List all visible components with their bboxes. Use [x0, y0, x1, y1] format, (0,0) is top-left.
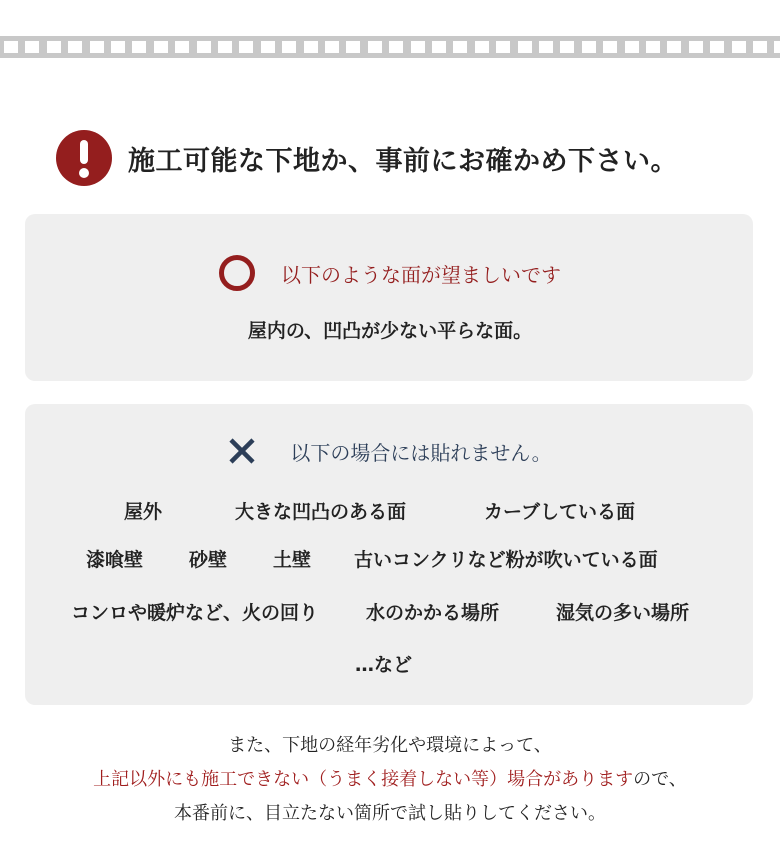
recommended-label: 以下のような面が望ましいです	[281, 262, 561, 287]
list-item: 水のかかる場所	[366, 602, 500, 624]
film-hole	[774, 41, 780, 53]
film-hole	[560, 41, 574, 53]
film-hole	[411, 41, 425, 53]
note-line-warning	[0, 765, 780, 791]
film-hole	[175, 41, 189, 53]
note-warning-text: 上記以外にも施工できない（うまく接着しない等）場合があります	[93, 769, 634, 790]
film-hole	[197, 41, 211, 53]
list-item: 土壁	[273, 549, 312, 571]
film-hole	[282, 41, 296, 53]
film-hole	[68, 41, 82, 53]
film-hole	[239, 41, 253, 53]
list-item: 屋外	[124, 501, 163, 523]
film-hole	[304, 41, 318, 53]
list-item: 湿気の多い場所	[556, 602, 690, 624]
film-hole	[625, 41, 639, 53]
note-line: また、下地の経年劣化や環境によって、	[228, 735, 552, 756]
film-hole	[389, 41, 403, 53]
circle-icon	[219, 255, 255, 291]
film-hole	[496, 41, 510, 53]
list-item: 古いコンクリなど粉が吹いている面	[354, 549, 658, 571]
recommended-description: 屋内の、凹凸が少ない平らな面。	[247, 320, 533, 342]
film-hole	[25, 41, 39, 53]
list-item: 大きな凹凸のある面	[235, 501, 407, 523]
film-hole	[753, 41, 767, 53]
film-hole	[111, 41, 125, 53]
page-heading	[56, 130, 736, 186]
film-hole	[603, 41, 617, 53]
list-item: コンロや暖炉など、火の回り	[71, 602, 319, 624]
film-hole	[667, 41, 681, 53]
film-hole	[47, 41, 61, 53]
recommended-header	[0, 256, 780, 290]
film-hole	[432, 41, 446, 53]
film-hole	[453, 41, 467, 53]
film-hole	[90, 41, 104, 53]
recommended-surface-panel	[25, 214, 753, 381]
film-hole	[218, 41, 232, 53]
film-hole	[261, 41, 275, 53]
unsuitable-label: 以下の場合には貼れません。	[290, 440, 552, 465]
note-line: 本番前に、目立たない箇所で試し貼りしてください。	[174, 803, 606, 824]
film-hole	[689, 41, 703, 53]
film-hole	[539, 41, 553, 53]
cross-icon	[228, 437, 256, 465]
film-hole	[325, 41, 339, 53]
film-hole	[710, 41, 724, 53]
film-hole	[154, 41, 168, 53]
note-warning-tail: ので、	[633, 769, 687, 790]
film-hole	[732, 41, 746, 53]
film-hole	[368, 41, 382, 53]
film-hole	[4, 41, 18, 53]
page-title: 施工可能な下地か、事前にお確かめ下さい。	[128, 145, 678, 177]
list-item: 漆喰壁	[86, 549, 144, 571]
film-hole	[582, 41, 596, 53]
film-strip-border	[0, 36, 780, 58]
film-hole	[475, 41, 489, 53]
film-hole	[518, 41, 532, 53]
unsuitable-header	[0, 434, 780, 468]
list-item: 砂壁	[189, 549, 228, 571]
film-hole	[646, 41, 660, 53]
list-item: …など	[355, 654, 413, 676]
exclamation-circle-icon	[56, 130, 112, 186]
film-hole	[346, 41, 360, 53]
list-item: カーブしている面	[484, 501, 636, 523]
film-hole	[132, 41, 146, 53]
